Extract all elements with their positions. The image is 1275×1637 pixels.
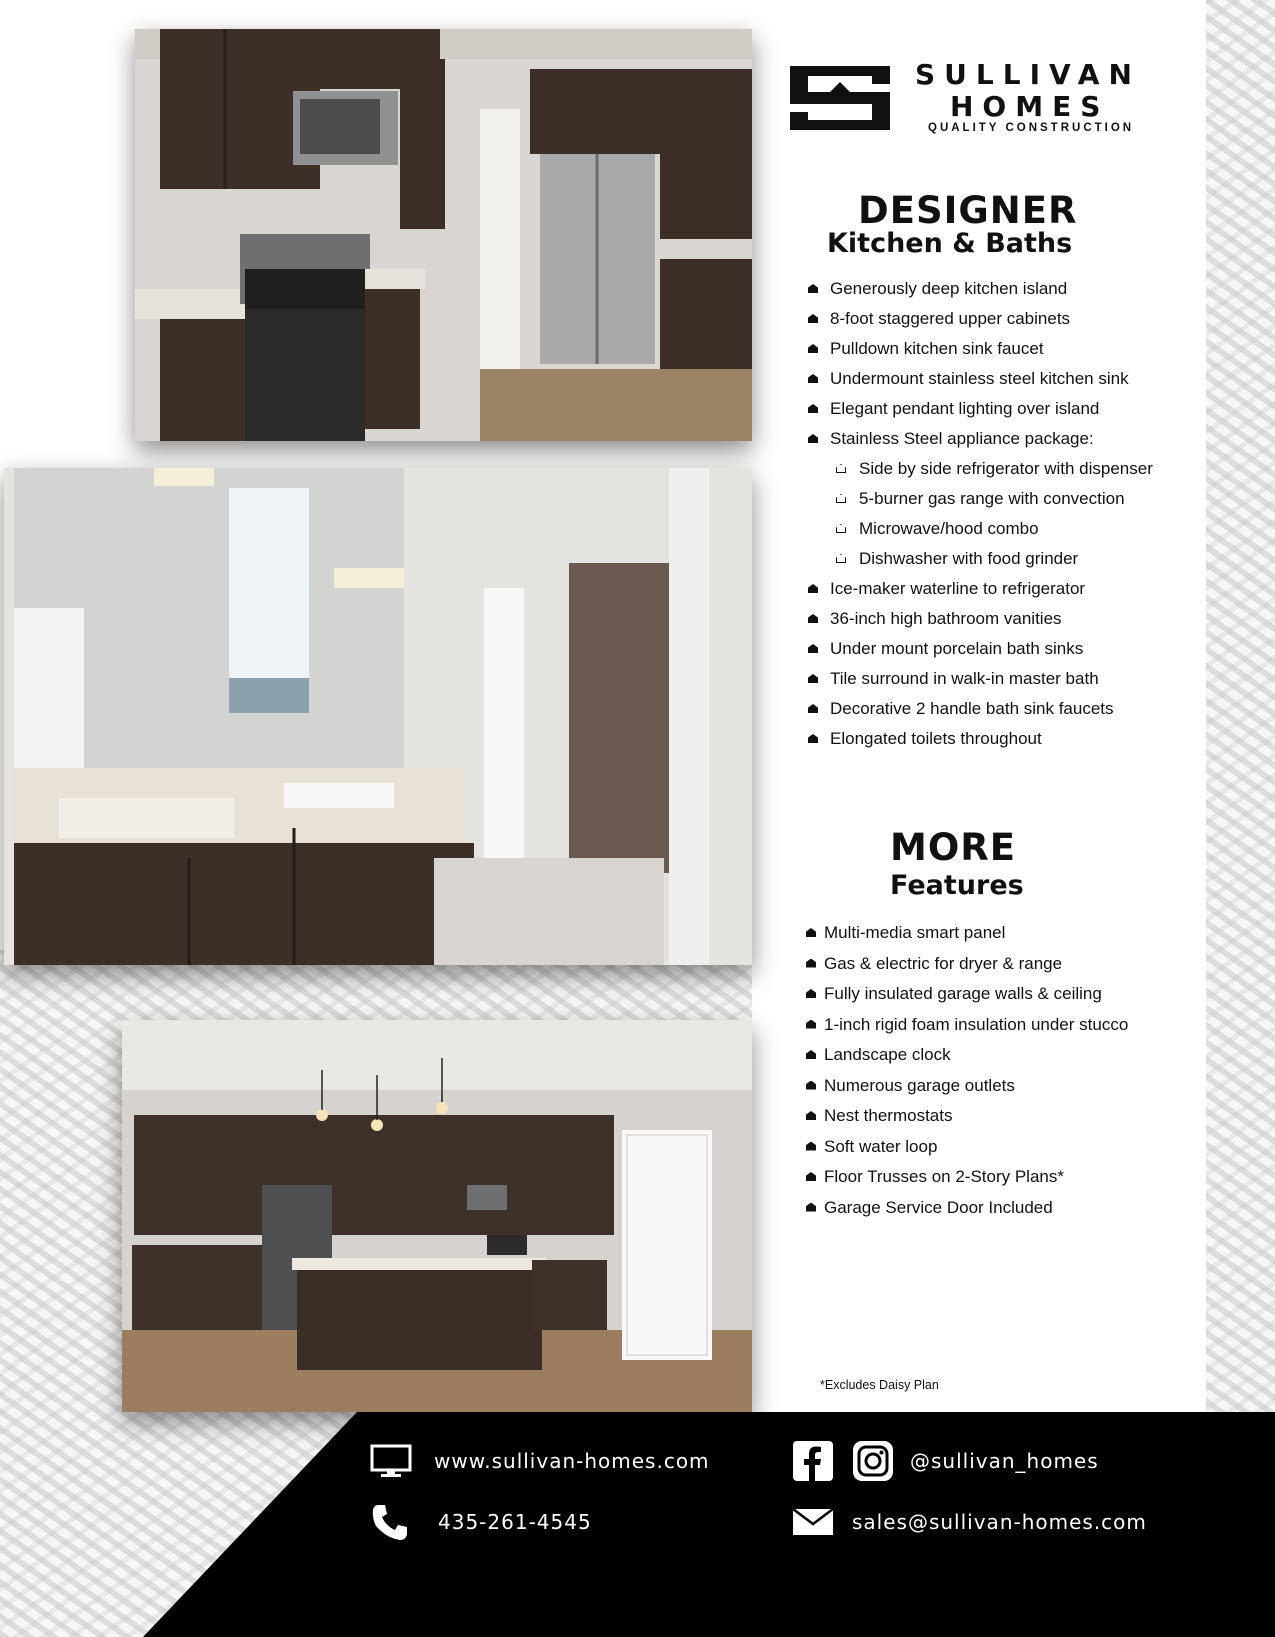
list-item bbox=[804, 918, 1128, 949]
list-item-label: 36-inch high bathroom vanities bbox=[830, 609, 1062, 628]
section2-subtitle: Features bbox=[890, 870, 1024, 901]
social-group bbox=[792, 1440, 1099, 1482]
list-item bbox=[806, 604, 1153, 634]
list-item-label: Multi-media smart panel bbox=[824, 923, 1006, 942]
list-item-label: Under mount porcelain bath sinks bbox=[830, 639, 1084, 658]
list-item-label: Stainless Steel appliance package: bbox=[830, 429, 1094, 448]
house-bullet-icon bbox=[806, 1172, 816, 1181]
list-item-label: Floor Trusses on 2-Story Plans* bbox=[824, 1167, 1064, 1186]
house-bullet-icon bbox=[806, 1142, 816, 1151]
list-item bbox=[806, 274, 1153, 304]
list-item-label: Microwave/hood combo bbox=[859, 519, 1039, 538]
list-item-label: 8-foot staggered upper cabinets bbox=[830, 309, 1071, 328]
brand-name-line2: HOMES bbox=[950, 90, 1110, 123]
house-bullet-icon bbox=[806, 1203, 816, 1212]
house-bullet-icon bbox=[808, 374, 818, 383]
list-item-label: 5-burner gas range with convection bbox=[859, 489, 1125, 508]
brand-name-line1: SULLIVAN bbox=[915, 58, 1141, 91]
list-item bbox=[806, 364, 1153, 394]
instagram-icon[interactable] bbox=[852, 1440, 894, 1482]
list-item-label: Soft water loop bbox=[824, 1136, 938, 1156]
house-bullet-icon bbox=[808, 434, 818, 443]
designer-features-list bbox=[806, 274, 1153, 754]
list-item bbox=[806, 424, 1153, 454]
list-item-label: Generously deep kitchen island bbox=[830, 279, 1068, 298]
list-item bbox=[806, 514, 1153, 544]
list-item bbox=[806, 304, 1153, 334]
house-bullet-icon bbox=[806, 1081, 816, 1090]
list-item-label: Garage Service Door Included bbox=[824, 1197, 1053, 1217]
house-bullet-icon bbox=[806, 959, 816, 968]
kitchen-island-photo bbox=[122, 1020, 752, 1412]
house-bullet-icon bbox=[808, 614, 818, 623]
list-item-label: Fully insulated garage walls & ceiling bbox=[824, 984, 1102, 1003]
phone-icon bbox=[370, 1502, 410, 1542]
list-item-label: Gas & electric for dryer & range bbox=[824, 953, 1063, 973]
list-item bbox=[806, 454, 1153, 484]
outline-house-bullet-icon bbox=[836, 524, 846, 533]
list-item-label: Landscape clock bbox=[824, 1045, 951, 1064]
list-item bbox=[804, 1010, 1128, 1041]
house-bullet-icon bbox=[808, 734, 818, 743]
list-item-label: Numerous garage outlets bbox=[824, 1075, 1015, 1095]
house-bullet-icon bbox=[808, 704, 818, 713]
list-item bbox=[806, 724, 1153, 754]
list-item bbox=[804, 1071, 1128, 1102]
list-item-label: Elongated toilets throughout bbox=[830, 729, 1042, 748]
list-item bbox=[806, 334, 1153, 364]
house-bullet-icon bbox=[806, 1020, 816, 1029]
house-bullet-icon bbox=[808, 584, 818, 593]
monitor-icon bbox=[370, 1444, 412, 1478]
list-item bbox=[806, 574, 1153, 604]
list-item-label: Pulldown kitchen sink faucet bbox=[830, 339, 1044, 358]
envelope-icon bbox=[792, 1508, 834, 1536]
phone-link[interactable] bbox=[370, 1502, 592, 1542]
website-text: www.sullivan-homes.com bbox=[434, 1449, 710, 1473]
list-item bbox=[806, 694, 1153, 724]
list-item-label: Side by side refrigerator with dispenser bbox=[859, 459, 1153, 478]
list-item-label: Elegant pendant lighting over island bbox=[830, 399, 1100, 418]
list-item-label: 1-inch rigid foam insulation under stucco bbox=[824, 1014, 1129, 1034]
kitchen-photo bbox=[135, 29, 752, 441]
facebook-icon[interactable] bbox=[792, 1440, 834, 1482]
website-link[interactable] bbox=[370, 1444, 710, 1478]
list-item-label: Dishwasher with food grinder bbox=[859, 549, 1079, 568]
list-item bbox=[806, 394, 1153, 424]
house-bullet-icon bbox=[808, 644, 818, 653]
house-bullet-icon bbox=[808, 674, 818, 683]
more-features-list bbox=[804, 918, 1128, 1223]
section1-title: DESIGNER bbox=[858, 189, 1078, 232]
list-item bbox=[806, 634, 1153, 664]
phone-text: 435-261-4545 bbox=[438, 1510, 592, 1534]
house-bullet-icon bbox=[808, 314, 818, 323]
list-item bbox=[806, 484, 1153, 514]
brand-tagline: QUALITY CONSTRUCTION bbox=[928, 122, 1135, 134]
outline-house-bullet-icon bbox=[836, 554, 846, 563]
house-bullet-icon bbox=[806, 989, 816, 998]
list-item bbox=[804, 1101, 1128, 1132]
list-item bbox=[804, 1040, 1128, 1071]
bathroom-photo bbox=[4, 468, 752, 965]
list-item bbox=[804, 1132, 1128, 1163]
list-item-label: Tile surround in walk-in master bath bbox=[830, 669, 1099, 688]
outline-house-bullet-icon bbox=[836, 494, 846, 503]
list-item bbox=[804, 1162, 1128, 1193]
list-item bbox=[804, 949, 1128, 980]
house-bullet-icon bbox=[806, 1111, 816, 1120]
list-item bbox=[806, 544, 1153, 574]
brand-logo bbox=[780, 52, 1180, 144]
list-item-label: Decorative 2 handle bath sink faucets bbox=[830, 699, 1114, 718]
list-item-label: Nest thermostats bbox=[824, 1106, 953, 1125]
footnote: *Excludes Daisy Plan bbox=[820, 1378, 939, 1392]
house-bullet-icon bbox=[806, 1050, 816, 1059]
email-text: sales@sullivan-homes.com bbox=[852, 1510, 1147, 1534]
outline-house-bullet-icon bbox=[836, 464, 846, 473]
list-item-label: Ice-maker waterline to refrigerator bbox=[830, 579, 1086, 598]
section2-title: MORE bbox=[890, 826, 1017, 869]
house-bullet-icon bbox=[808, 344, 818, 353]
email-link[interactable] bbox=[792, 1508, 1147, 1536]
house-bullet-icon bbox=[806, 928, 816, 937]
list-item-label: Undermount stainless steel kitchen sink bbox=[830, 369, 1129, 388]
section1-subtitle: Kitchen & Baths bbox=[827, 228, 1073, 259]
house-bullet-icon bbox=[808, 404, 818, 413]
list-item bbox=[804, 1193, 1128, 1224]
list-item bbox=[806, 664, 1153, 694]
house-bullet-icon bbox=[808, 284, 818, 293]
list-item bbox=[804, 979, 1128, 1010]
logo-mark-icon bbox=[780, 58, 900, 138]
social-handle[interactable]: @sullivan_homes bbox=[910, 1449, 1099, 1473]
